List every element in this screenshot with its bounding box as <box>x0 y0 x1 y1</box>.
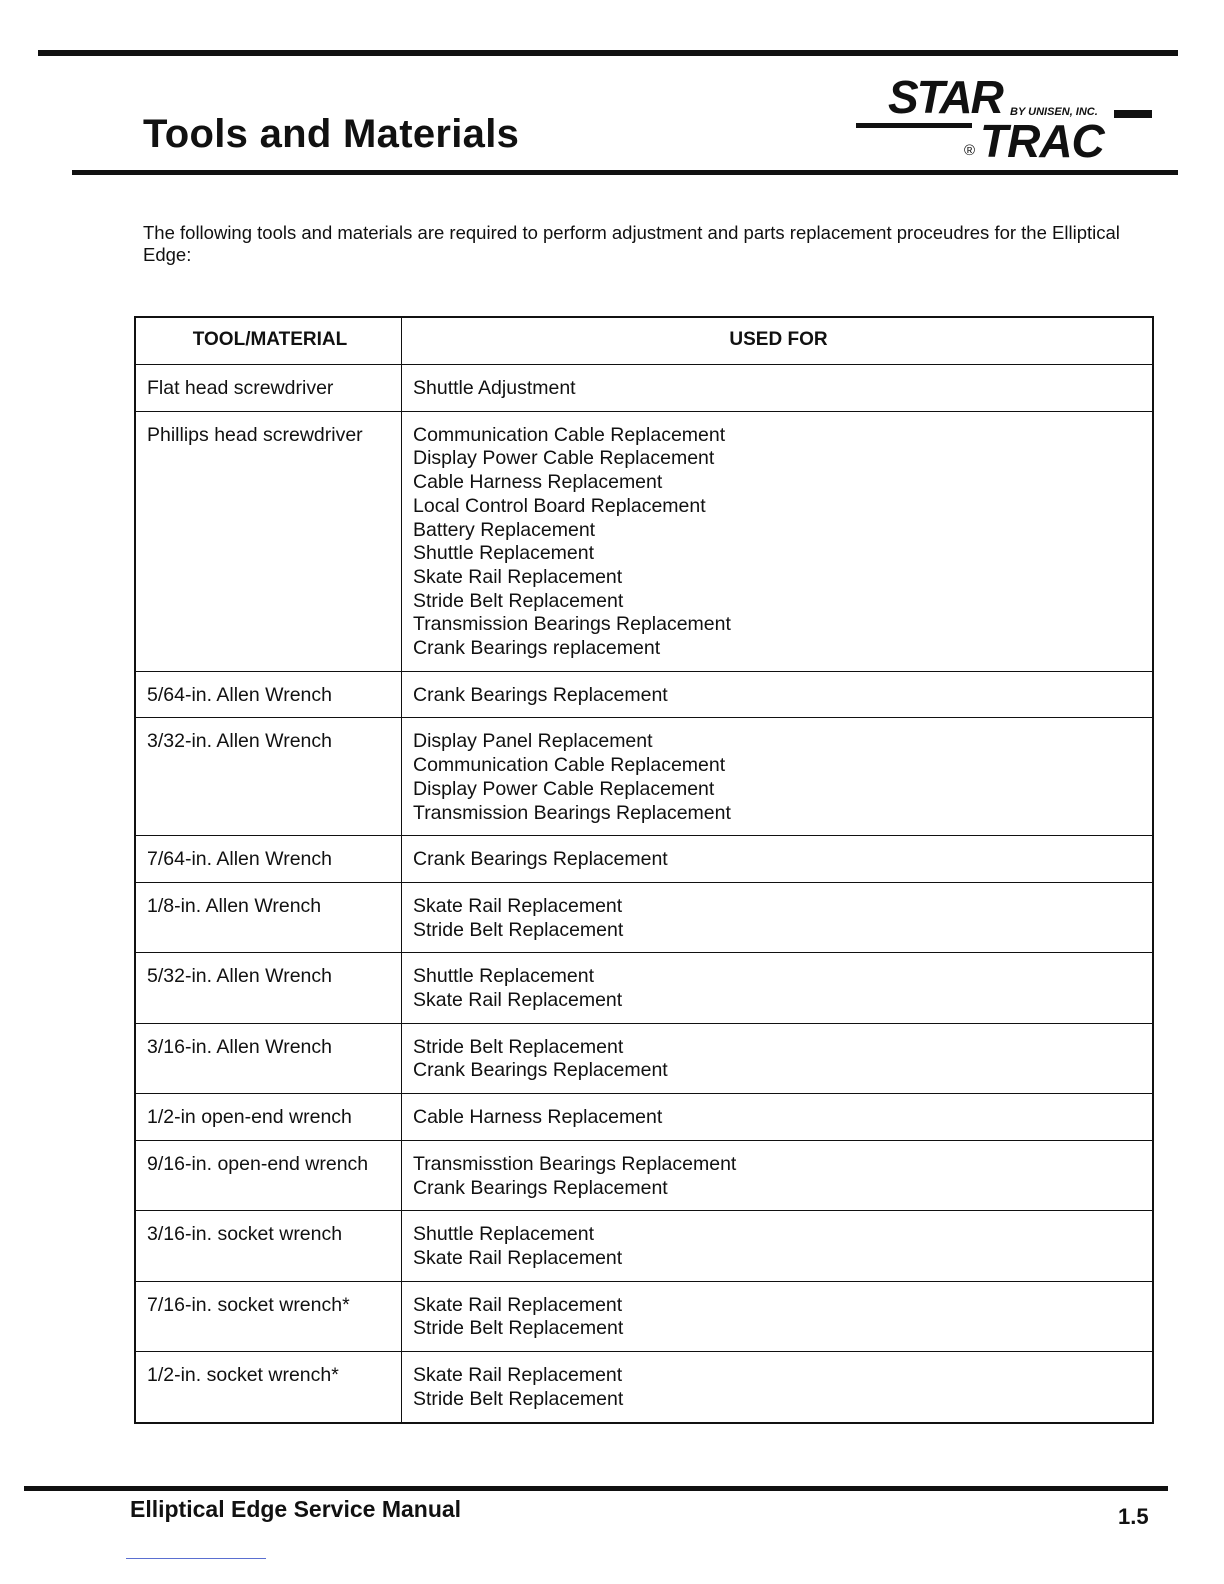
used-for-item: Stride Belt Replacement <box>413 1387 624 1410</box>
table-row <box>135 411 1153 671</box>
table-row <box>135 882 1153 952</box>
used-for-item: Crank Bearings replacement <box>413 637 661 660</box>
used-for-item: Shuttle Replacement <box>413 542 595 565</box>
page-number: 1.5 <box>1118 1504 1149 1529</box>
used-for-item: Crank Bearings Replacement <box>413 683 668 706</box>
header-rule <box>72 170 1178 175</box>
table-row <box>135 1352 1153 1423</box>
used-for-cell <box>402 1352 1154 1423</box>
used-for-item: Local Control Board Replacement <box>413 494 706 517</box>
used-for-item: Skate Rail Replacement <box>413 1293 623 1316</box>
used-for-item: Shuttle Replacement <box>413 1223 595 1246</box>
tool-cell: 5/32-in. Allen Wrench <box>135 953 402 1023</box>
used-for-item: Display Power Cable Replacement <box>413 777 715 800</box>
used-for-cell <box>402 1140 1154 1210</box>
tool-cell: 5/64-in. Allen Wrench <box>135 671 402 718</box>
scan-artifact-line <box>126 1558 266 1559</box>
used-for-item: Stride Belt Replacement <box>413 589 624 612</box>
used-for-item: Stride Belt Replacement <box>413 918 624 941</box>
used-for-item: Display Power Cable Replacement <box>413 447 715 470</box>
table-row <box>135 836 1153 883</box>
logo-trac-text: TRAC <box>980 115 1104 167</box>
intro-paragraph: The following tools and materials are required to perform adjustment and parts replacement proceudres for the Elliptical Edge: <box>143 222 1120 265</box>
footer-manual-title: Elliptical Edge Service Manual <box>130 1496 462 1522</box>
used-for-item: Transmission Bearings Replacement <box>413 613 731 636</box>
used-for-item: Cable Harness Replacement <box>413 471 663 494</box>
table-body <box>135 365 1153 1423</box>
logo-bar <box>1114 110 1152 118</box>
table-row <box>135 1140 1153 1210</box>
table-row <box>135 953 1153 1023</box>
used-for-cell <box>402 718 1154 836</box>
tool-cell: 1/2-in. socket wrench* <box>135 1352 402 1423</box>
used-for-item: Communication Cable Replacement <box>413 423 726 446</box>
tool-cell: 3/16-in. Allen Wrench <box>135 1023 402 1093</box>
used-for-item: Skate Rail Replacement <box>413 565 623 588</box>
tool-cell: Flat head screwdriver <box>135 365 402 412</box>
used-for-cell <box>402 1281 1154 1351</box>
tool-cell: 9/16-in. open-end wrench <box>135 1140 402 1210</box>
used-for-item: Transmission Bearings Replacement <box>413 801 731 824</box>
used-for-item: Crank Bearings Replacement <box>413 848 668 871</box>
used-for-cell <box>402 365 1154 412</box>
tool-cell: Phillips head screwdriver <box>135 411 402 671</box>
used-for-item: Shuttle Replacement <box>413 965 595 988</box>
tool-cell: 7/16-in. socket wrench* <box>135 1281 402 1351</box>
used-for-item: Battery Replacement <box>413 518 596 541</box>
table-row <box>135 1211 1153 1281</box>
used-for-cell <box>402 1094 1154 1141</box>
logo-bar <box>856 123 972 128</box>
table-row <box>135 1281 1153 1351</box>
used-for-item: Skate Rail Replacement <box>413 894 623 917</box>
table-row <box>135 1023 1153 1093</box>
footer-rule <box>24 1486 1168 1491</box>
page-title: Tools and Materials <box>143 112 520 156</box>
table-row <box>135 671 1153 718</box>
tools-table <box>134 316 1154 1424</box>
used-for-item: Display Panel Replacement <box>413 730 653 753</box>
tool-cell: 1/2-in open-end wrench <box>135 1094 402 1141</box>
used-for-item: Shuttle Adjustment <box>413 377 576 399</box>
tool-cell: 3/16-in. socket wrench <box>135 1211 402 1281</box>
used-for-item: Stride Belt Replacement <box>413 1035 624 1058</box>
table-row <box>135 365 1153 412</box>
header-used-for: USED FOR <box>402 317 1154 365</box>
used-for-item: Crank Bearings Replacement <box>413 1059 668 1082</box>
used-for-cell <box>402 836 1154 883</box>
table-header-row <box>135 317 1153 365</box>
used-for-item: Cable Harness Replacement <box>413 1106 663 1129</box>
used-for-cell <box>402 1023 1154 1093</box>
registered-mark: ® <box>964 142 976 159</box>
used-for-item: Skate Rail Replacement <box>413 1246 623 1269</box>
table-row <box>135 718 1153 836</box>
tool-cell: 3/32-in. Allen Wrench <box>135 718 402 836</box>
tool-cell: 1/8-in. Allen Wrench <box>135 882 402 952</box>
logo-star-text: STAR <box>888 71 1002 123</box>
used-for-cell <box>402 882 1154 952</box>
used-for-item: Communication Cable Replacement <box>413 754 726 777</box>
used-for-item: Skate Rail Replacement <box>413 989 623 1012</box>
logo-by-text: BY UNISEN, INC. <box>1010 106 1098 118</box>
star-trac-logo <box>856 71 1166 167</box>
used-for-item: Transmisstion Bearings Replacement <box>413 1152 737 1175</box>
used-for-cell <box>402 953 1154 1023</box>
used-for-cell <box>402 671 1154 718</box>
used-for-item: Crank Bearings Replacement <box>413 1176 668 1199</box>
used-for-item: Skate Rail Replacement <box>413 1364 623 1387</box>
header-tool-material: TOOL/MATERIAL <box>135 317 402 365</box>
tool-cell: 7/64-in. Allen Wrench <box>135 836 402 883</box>
used-for-item: Stride Belt Replacement <box>413 1317 624 1340</box>
table-row <box>135 1094 1153 1141</box>
used-for-cell <box>402 1211 1154 1281</box>
used-for-cell <box>402 411 1154 671</box>
top-rule <box>38 50 1178 56</box>
